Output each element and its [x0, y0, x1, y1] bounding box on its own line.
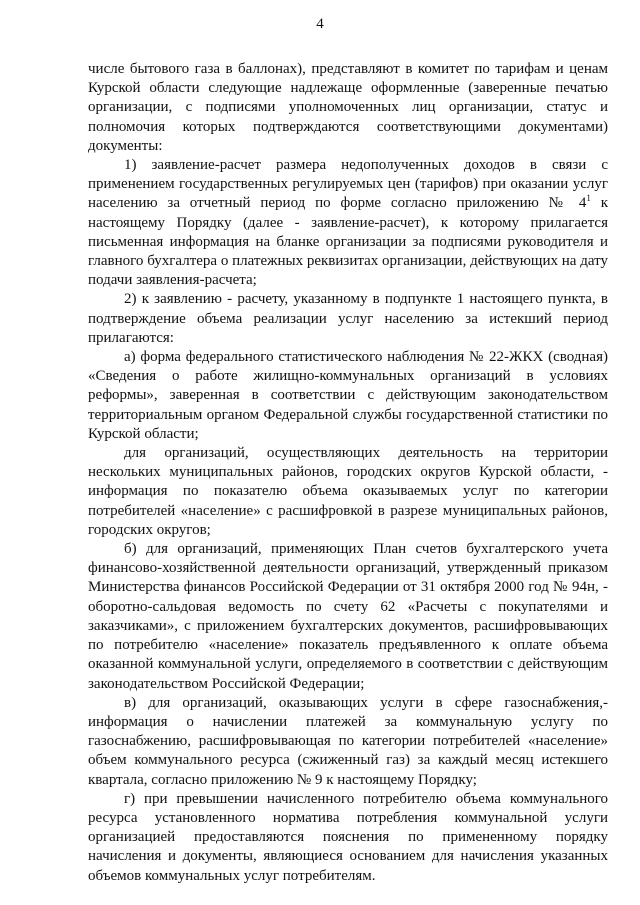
paragraph-item-a: а) форма федерального статистического наблюдения № 22-ЖКХ (сводная) «Сведения о работе жилищно-коммунальных организаций в условиях реформы», заверенная в соответствии с действующим законодательством территориальным органом Федеральной службы государственной статистики по Курской области;: [88, 349, 608, 442]
paragraph-item-1-text-cont: к настоящему Порядку (далее - заявление-расчет), к которому прилагается письменная информация на бланке организации за подписями руководителя и главного бухгалтера о платежных реквизитах организации, действующих на дату подачи заявления-расчета;: [88, 195, 608, 289]
paragraph-intro: числе бытового газа в баллонах), представляют в комитет по тарифам и ценам Курской области следующие надлежаще оформленные (заверенные печатью организации, с подписями уполномоченных лиц организации, статус и полномочия которых подтверждаются соответствующими документами) документы:: [88, 61, 608, 154]
paragraph-item-2: 2) к заявлению - расчету, указанному в подпункте 1 настоящего пункта, в подтверждение объема реализации услуг населению за истекший период прилагаются:: [88, 291, 608, 346]
paragraph-item-v: в) для организаций, оказывающих услуги в сфере газоснабжения,- информация о начислении платежей за коммунальную услугу по газоснабжению, расшифровывающая по категории потребителей «население» объем коммунального ресурса (сжиженный газ) за каждый месяц истекшего квартала, согласно приложению № 9 к настоящему Порядку;: [88, 694, 608, 788]
paragraph-item-1: [88, 156, 608, 290]
superscript-marker: 1: [586, 193, 591, 204]
document-body: [88, 0, 608, 886]
paragraph-item-1-text: 1) заявление-расчет размера недополученных доходов в связи с применением государственных регулируемых цен (тарифов) при оказании услуг населению за отчетный период по форме согласно приложению № 4: [88, 157, 608, 212]
paragraph-item-b: б) для организаций, применяющих План счетов бухгалтерского учета финансово-хозяйственной деятельности организаций, утвержденный приказом Министерства финансов Российской Федерации от 31 октября 2000 год № 94н, - оборотно-сальдовая ведомость по счету 62 «Расчеты с покупателями и заказчиками», с приложением бухгалтерских документов, расшифровывающих по потребителю «население» показатель предъявленного к оплате объема оказанной коммунальной услуги, определяемого в соответствии с действующим законодательством Российской Федерации;: [88, 541, 608, 692]
paragraph-multi-district: для организаций, осуществляющих деятельность на территории нескольких муниципальных районов, городских округов Курской области, - информация по показателю объема оказываемых услуг по категории потребителей «население» с расшифровкой в разрезе муниципальных районов, городских округов;: [88, 445, 608, 538]
page-number: 4: [316, 16, 324, 32]
paragraph-item-g: г) при превышении начисленного потребителю объема коммунального ресурса установленного норматива потребления коммунальной услуги организацией предоставляются пояснения по примененному порядку начисления и документы, являющиеся основанием для начисления указанных объемов коммунальных услуг потребителям.: [88, 790, 608, 884]
